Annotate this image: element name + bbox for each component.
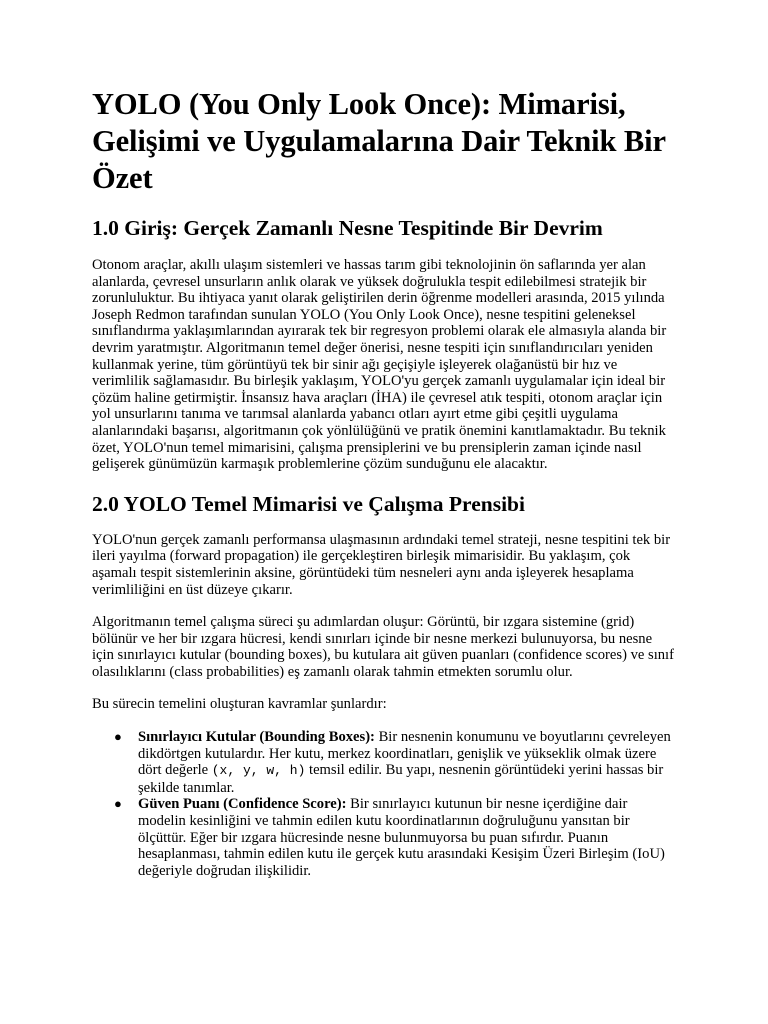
list-item-code: (x, y, w, h) [211, 763, 306, 779]
section-2-paragraph-1: YOLO'nun gerçek zamanlı performansa ulaşmasının ardındaki temel strateji, nesne tespitini tek bir ileri yayılma (forward propagation) ile gerçekleştiren birleşik mimarisidir. Bu yaklaşım, çok aşamalı tespit sistemlerinin aksine, görüntüdeki tüm nesneleri aynı anda işleyerek hesaplama verimliliğini en üst düzeye çıkarır. [92, 531, 671, 598]
document-title: YOLO (You Only Look Once): Mimarisi, Gelişimi ve Uygulamalarına Dair Teknik Bir Özet [92, 87, 666, 195]
list-item-text: Bir sınırlayıcı kutunun bir nesne içerdiğine dair modelin kesinliğini ve tahmin edilen kutu koordinatlarının doğruluğunu yansıtan bir ölçüttür. Eğer bir ızgara hücresinde nesne bulunmuyorsa bu puan sıfırdır. Puanın hesaplanması, tahmin edilen kutu ile gerçek kutu arasındaki Kesişim Üzeri Birleşim (IoU) değeriyle doğrudan ilişkilidir. [138, 796, 665, 879]
bullet-icon: ● [114, 729, 122, 745]
section-2-paragraph-2: Algoritmanın temel çalışma süreci şu adımlardan oluşur: Görüntü, bir ızgara sistemine (grid) bölünür ve her bir ızgara hücresi, kendi sınırları içinde bir nesne merkezi bulunuyorsa, bu nesne için sınırlayıcı kutular (bounding boxes), bu kutulara ait güven puanları (confidence scores) ve sınıf olasılıklarını (class probabilities) eş zamanlı olarak tahmin etmekten sorumlu olur. [92, 614, 674, 680]
section-1-heading: 1.0 Giriş: Gerçek Zamanlı Nesne Tespitinde Bir Devrim [92, 216, 603, 240]
section-2-heading: 2.0 YOLO Temel Mimarisi ve Çalışma Prensibi [92, 491, 525, 516]
list-item-bounding-boxes [114, 729, 676, 796]
list-item-term: Güven Puanı (Confidence Score): [138, 796, 347, 813]
list-item-confidence-score [114, 796, 676, 879]
list-item-term: Sınırlayıcı Kutular (Bounding Boxes): [138, 729, 375, 746]
bullet-icon: ● [114, 796, 122, 812]
concept-list [92, 729, 676, 879]
list-item-text-after: temsil edilir. Bu yapı, nesnenin görüntüdeki yerini hassas bir şekilde tanımlar. [138, 762, 664, 796]
section-1-paragraph: Otonom araçlar, akıllı ulaşım sistemleri ve hassas tarım gibi teknolojinin ön saflarında yer alan alanlarda, çevresel unsurların anlık olarak ve yüksek doğrulukla tespit edilebilmesi stratejik bir zorunluluktur. Bu ihtiyaca yanıt olarak geliştirilen derin öğrenme modelleri arasında, 2015 yılında Joseph Redmon tarafından sunulan YOLO (You Only Look Once), nesne tespitini geleneksel sınıflandırma yaklaşımlarından ayırarak tek bir regresyon problemi olarak ele almasıyla alanda bir devrim yaratmıştır. Algoritmanın temel değer önerisi, nesne tespiti için sınıflandırıcıları yeniden kullanmak yerine, tüm görüntüyü tek bir sinir ağı geçişiyle işleyerek olağanüstü bir hız ve verimlilik sağlamasıdır. Bu birleşik yaklaşım, YOLO'yu gerçek zamanlı uygulamalar için ideal bir çözüm haline getirmiştir. İnsansız hava araçları (İHA) ile çevresel atık tespiti, otonom araçlar için yol unsurlarını tanıma ve tarımsal alanlarda yabancı otları ayırt etme gibi çeşitli uygulama alanlarındaki başarısı, algoritmanın çok yönlülüğünü ve pratik önemini kanıtlamaktadır. Bu teknik özet, YOLO'nun temel mimarisini, çalışma prensiplerini ve bu prensiplerin zaman içinde nasıl gelişerek günümüzün karmaşık problemlerine çözüm sunduğunu ele alacaktır. [92, 257, 667, 473]
section-2-paragraph-3: Bu sürecin temelini oluşturan kavramlar şunlardır: [92, 696, 387, 713]
list-item-text: Bir nesnenin konumunu ve boyutlarını çevreleyen dikdörtgen kutulardır. Her kutu, merkez koordinatları, genişlik ve yükseklik olmak üzere dört değerle [138, 729, 671, 779]
